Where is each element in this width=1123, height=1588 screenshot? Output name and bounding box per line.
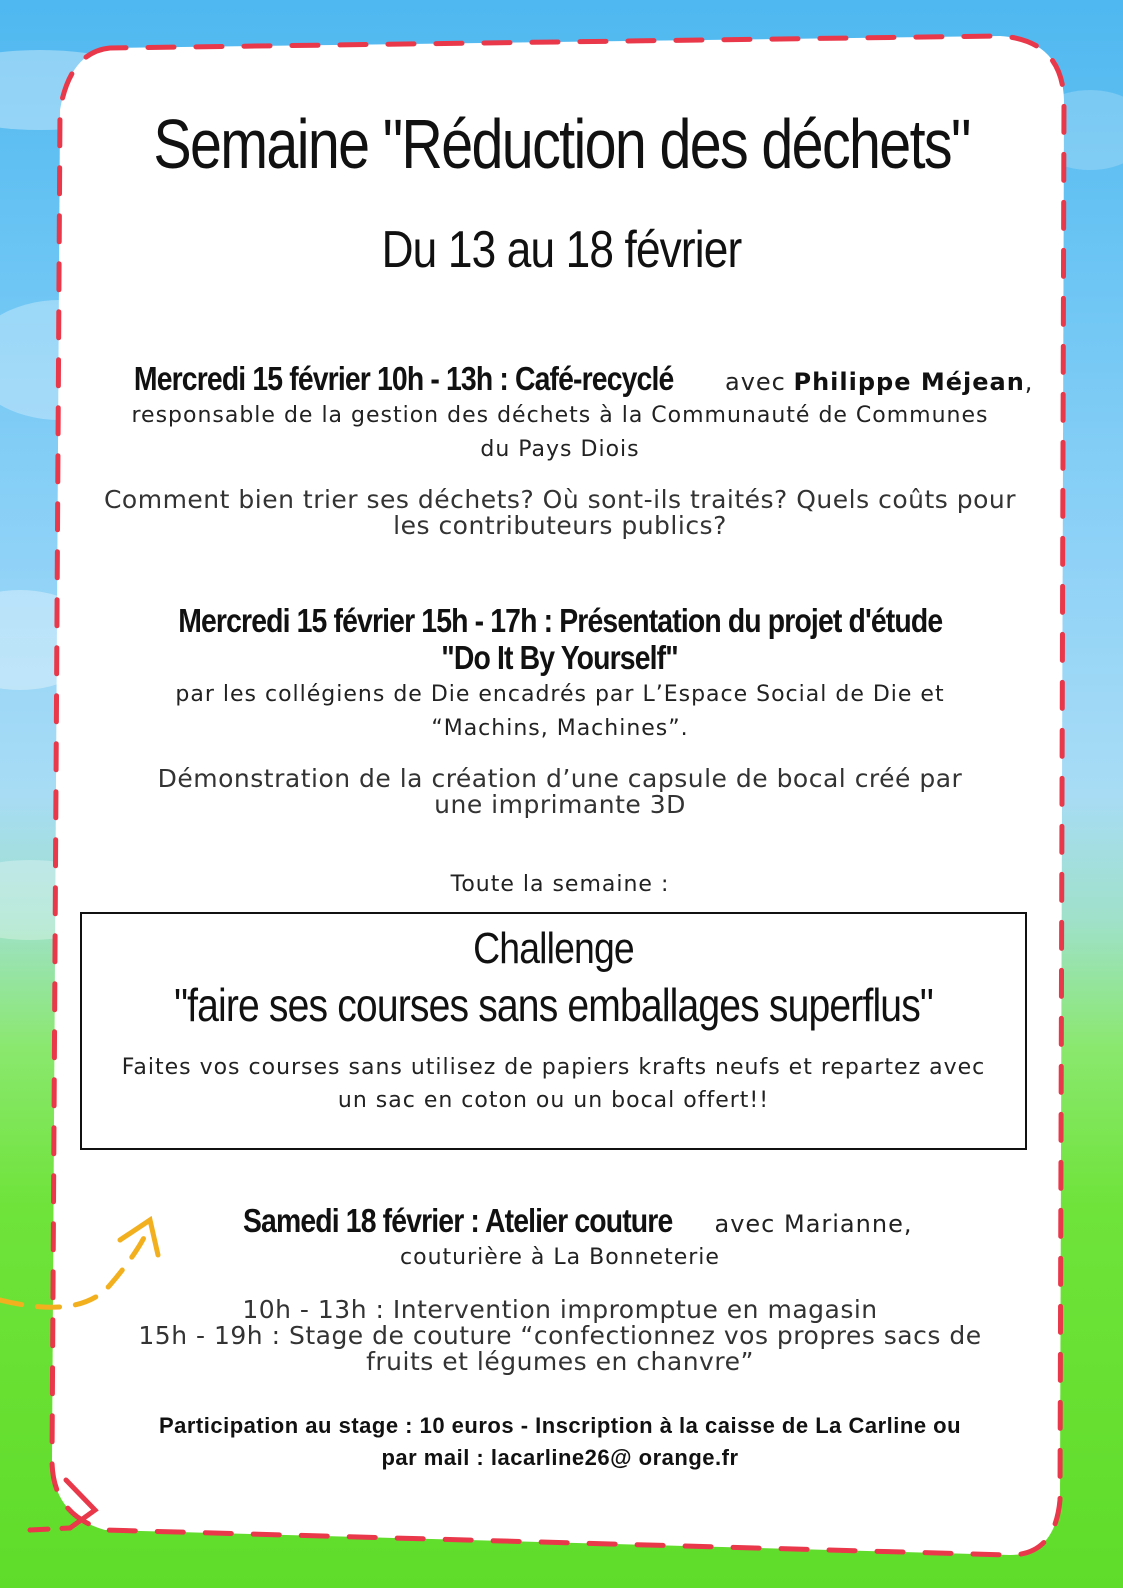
event-presentation-heading-2: "Do It By Yourself"	[441, 639, 679, 676]
event-cafe-recycle-question-2: les contributeurs publics?	[393, 511, 727, 540]
date-range: Du 13 au 18 février	[381, 221, 742, 279]
event-atelier-couture	[90, 1204, 1030, 1375]
event-cafe-recycle-question-1: Comment bien trier ses déchets? Où sont-ils traités? Quels coûts pour	[103, 485, 1017, 514]
challenge-box	[80, 912, 1027, 1150]
speaker-name: Philippe Méjean	[793, 368, 1025, 396]
all-week-label: Toute la semaine :	[450, 872, 670, 897]
challenge-title: Challenge	[473, 924, 634, 973]
event-cafe-recycle-description-1: responsable de la gestion des déchets à la Communauté de Communes	[131, 403, 989, 428]
event-atelier-heading: Samedi 18 février : Atelier couture	[242, 1202, 672, 1239]
event-atelier-schedule-2: 15h - 19h : Stage de couture “confectionnez vos propres sacs de	[138, 1321, 982, 1350]
event-presentation-description-2: “Machins, Machines”.	[431, 716, 689, 741]
event-presentation-heading-line-2	[90, 641, 1030, 678]
event-cafe-recycle-heading: Mercredi 15 février 10h - 13h : Café-recyclé	[133, 360, 674, 397]
event-atelier-heading-line	[90, 1204, 1030, 1241]
event-cafe-recycle-with: avec	[724, 368, 786, 396]
registration-info	[90, 1410, 1030, 1474]
event-presentation-demo-1: Démonstration de la création d’une capsule de bocal créé par	[157, 764, 963, 793]
event-atelier-with: avec Marianne,	[714, 1210, 913, 1238]
event-cafe-recycle-heading-line	[90, 360, 1034, 399]
event-presentation-demo-2: une imprimante 3D	[434, 790, 686, 819]
event-presentation-heading-line-1	[90, 604, 1030, 641]
challenge-description-2: un sac en coton ou un bocal offert!!	[337, 1088, 770, 1113]
event-presentation-heading-1: Mercredi 15 février 15h - 17h : Présentation du projet d'étude	[177, 602, 943, 639]
registration-line-2: par mail : lacarline26@ orange.fr	[381, 1445, 739, 1470]
registration-line-1: Participation au stage : 10 euros - Inscription à la caisse de La Carline ou	[158, 1413, 962, 1438]
speaker-comma: ,	[1024, 368, 1034, 396]
event-atelier-schedule-3: fruits et légumes en chanvre”	[366, 1347, 754, 1376]
challenge-subtitle: "faire ses courses sans emballages superflus"	[174, 979, 933, 1031]
event-presentation	[90, 604, 1030, 818]
event-atelier-schedule-1: 10h - 13h : Intervention impromptue en magasin	[242, 1295, 878, 1324]
challenge-description-1: Faites vos courses sans utilisez de papiers krafts neufs et repartez avec	[121, 1055, 986, 1080]
event-cafe-recycle-description-2: du Pays Diois	[480, 437, 640, 462]
event-cafe-recycle	[90, 360, 1034, 540]
event-atelier-description: couturière à La Bonneterie	[400, 1245, 720, 1270]
event-presentation-description-1: par les collégiens de Die encadrés par L’Espace Social de Die et	[175, 682, 945, 707]
page-title: Semaine "Réduction des déchets"	[153, 105, 970, 183]
